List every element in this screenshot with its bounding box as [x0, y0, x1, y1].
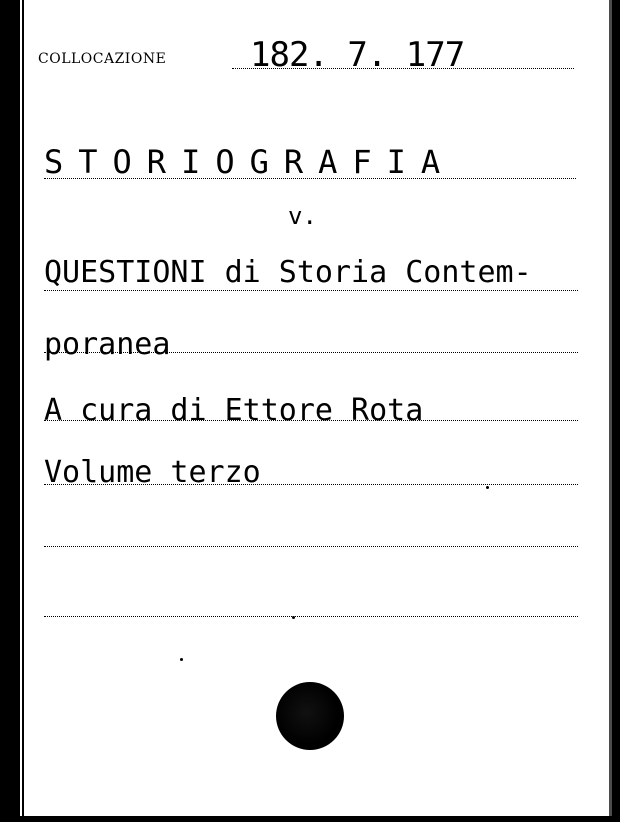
dotted-rule	[44, 616, 578, 617]
punch-hole-icon	[276, 682, 344, 750]
collocazione-value: 182. 7. 177	[250, 35, 465, 75]
dotted-rule	[44, 290, 578, 291]
ink-speck	[292, 616, 295, 619]
card-line-3: A cura di Ettore Rota	[44, 393, 424, 428]
dotted-rule	[44, 420, 578, 421]
card-line-4: Volume terzo	[44, 455, 261, 490]
card-title: STORIOGRAFIA	[44, 143, 456, 181]
collocazione-label: COLLOCAZIONE	[38, 51, 167, 67]
card-border-right-inner	[609, 0, 612, 822]
see-also-mark: v.	[288, 202, 317, 230]
dotted-rule	[44, 178, 576, 179]
ink-speck	[486, 486, 489, 489]
dotted-rule	[44, 546, 578, 547]
dotted-rule	[232, 68, 574, 69]
card-line-1: QUESTIONI di Storia Contem-	[44, 255, 532, 290]
card-border-bottom	[0, 816, 620, 822]
dotted-rule	[44, 484, 578, 485]
card-line-2: poranea	[44, 327, 171, 362]
ink-speck	[180, 658, 183, 661]
card-border-right	[612, 0, 620, 822]
dotted-rule	[44, 352, 578, 353]
card-border-left-inner	[18, 0, 24, 822]
card-border-left	[0, 0, 18, 822]
